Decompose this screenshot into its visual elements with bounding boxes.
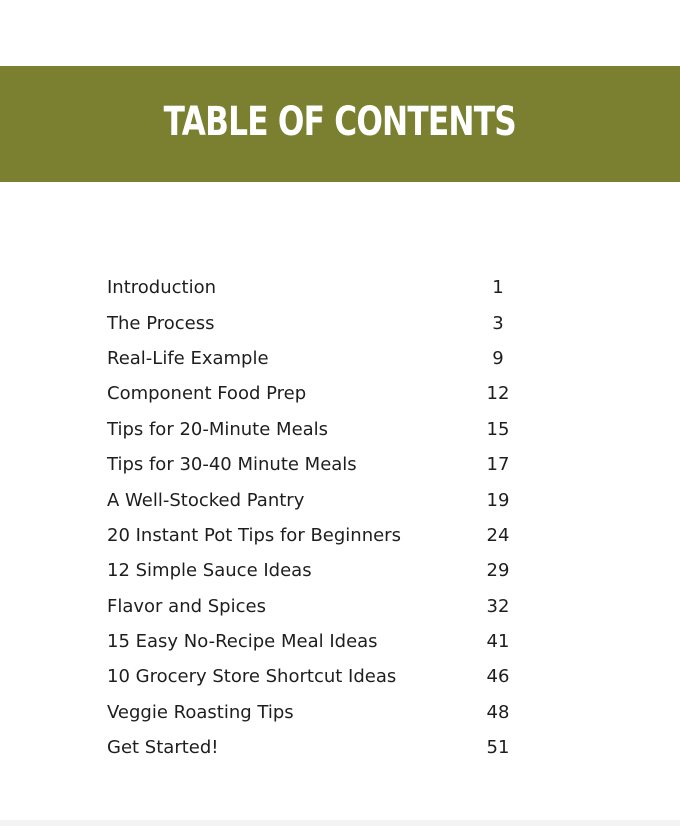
toc-entry[interactable] bbox=[107, 412, 527, 447]
toc-entry-page: 51 bbox=[486, 737, 510, 759]
toc-entry-page: 15 bbox=[486, 418, 510, 440]
toc-entry[interactable] bbox=[107, 730, 527, 765]
toc-entry-page: 46 bbox=[486, 666, 510, 688]
toc-entry-title: 12 Simple Sauce Ideas bbox=[107, 560, 312, 582]
toc-entry-page: 17 bbox=[486, 454, 510, 476]
toc-entry-title: Tips for 20-Minute Meals bbox=[107, 418, 329, 440]
toc-entry[interactable] bbox=[107, 624, 527, 659]
toc-entry-page: 48 bbox=[486, 701, 510, 723]
toc-entry-page: 9 bbox=[492, 347, 504, 369]
toc-entry-page: 29 bbox=[486, 560, 510, 582]
toc-entry[interactable] bbox=[107, 518, 527, 553]
page-title: TABLE OF CONTENTS bbox=[163, 99, 517, 145]
toc-entry-page: 32 bbox=[486, 595, 510, 617]
toc-entry-title: Veggie Roasting Tips bbox=[107, 701, 294, 723]
title-banner bbox=[0, 66, 680, 182]
toc-entry-page: 24 bbox=[486, 524, 510, 546]
toc-entry[interactable] bbox=[107, 482, 527, 517]
toc-entry-page: 12 bbox=[486, 383, 510, 405]
toc-entry-title: 15 Easy No-Recipe Meal Ideas bbox=[107, 631, 378, 653]
toc-entry-title: Get Started! bbox=[107, 737, 219, 759]
toc-entry-title: A Well-Stocked Pantry bbox=[107, 489, 305, 511]
toc-entry-title: Introduction bbox=[107, 277, 217, 299]
toc-entry-title: Component Food Prep bbox=[107, 383, 307, 405]
toc-entry-title: 10 Grocery Store Shortcut Ideas bbox=[107, 666, 397, 688]
toc-entry-title: Tips for 30-40 Minute Meals bbox=[107, 454, 357, 476]
toc-entry[interactable] bbox=[107, 553, 527, 588]
toc-entry[interactable] bbox=[107, 695, 527, 730]
toc-entry-title: Real-Life Example bbox=[107, 347, 269, 369]
toc-entry-page: 41 bbox=[486, 631, 510, 653]
table-of-contents bbox=[107, 270, 527, 765]
toc-entry-page: 19 bbox=[486, 489, 510, 511]
toc-entry[interactable] bbox=[107, 305, 527, 340]
toc-entry[interactable] bbox=[107, 447, 527, 482]
toc-entry-page: 1 bbox=[492, 277, 504, 299]
toc-entry[interactable] bbox=[107, 659, 527, 694]
toc-entry[interactable] bbox=[107, 341, 527, 376]
toc-entry[interactable] bbox=[107, 589, 527, 624]
toc-entry[interactable] bbox=[107, 376, 527, 411]
toc-entry-page: 3 bbox=[492, 312, 504, 334]
toc-entry-title: 20 Instant Pot Tips for Beginners bbox=[107, 524, 401, 546]
toc-entry-title: The Process bbox=[107, 312, 215, 334]
toc-entry-title: Flavor and Spices bbox=[107, 595, 266, 617]
toc-entry[interactable] bbox=[107, 270, 527, 305]
